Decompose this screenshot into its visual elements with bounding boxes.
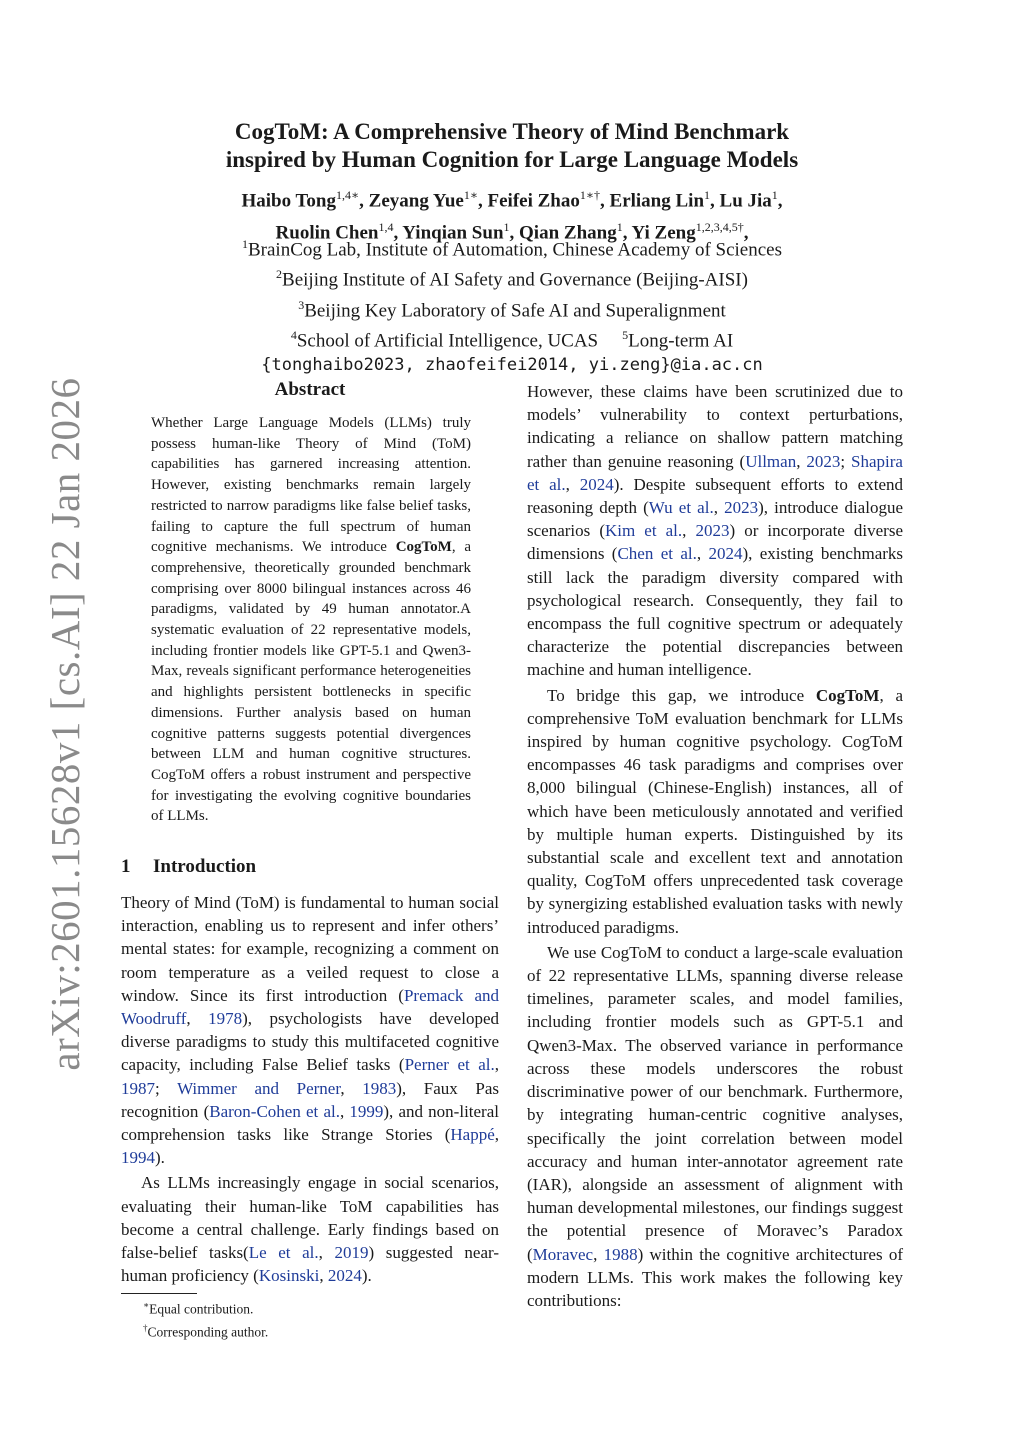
affiliation xyxy=(112,293,912,323)
affiliation-mark: 4 xyxy=(290,327,297,342)
bold-term: CogToM xyxy=(815,685,880,705)
author-affil-mark: 1,4∗ xyxy=(335,188,360,202)
citation-link[interactable]: 2024 xyxy=(327,1266,362,1286)
affiliation-text: Beijing Institute of AI Safety and Governance (Beijing-AISI) xyxy=(282,269,748,291)
left-column xyxy=(121,891,499,1287)
abstract-text: , a comprehensive, theoretically grounded benchmark comprising over 8000 bilingual instances across 46 paradigms, validated by 49 human annotator.A systematic evaluation of 22 representative models, including frontier models like GPT-5.1 and Qwen3-Max, reveals significant performance heterogeneities and highlights persistent bottlenecks in specific dimensions. Further analysis based on human cognitive patterns suggests potential divergences between LLM and human cognitive structures. CogToM offers a robust instrument and perspective for investigating the evolving cognitive boundaries of LLMs. xyxy=(151,539,471,825)
citation-link[interactable]: 1983 xyxy=(362,1078,397,1098)
abstract-bold-term: CogToM xyxy=(395,539,452,556)
author-name: Lu Jia xyxy=(719,190,772,212)
affiliation xyxy=(112,323,912,353)
citation-link[interactable]: 1988 xyxy=(603,1244,638,1264)
citation-link[interactable]: Wimmer and Perner xyxy=(177,1078,341,1098)
author-affil-mark: 1∗† xyxy=(579,188,601,202)
author-separator: , xyxy=(622,222,632,244)
affiliation-text: BrainCog Lab, Institute of Automation, Chinese Academy of Sciences xyxy=(247,239,782,261)
citation-link[interactable]: 1999 xyxy=(349,1101,384,1121)
affiliation-mark: 3 xyxy=(298,297,305,312)
footnote-text: Equal contribution. xyxy=(149,1301,254,1317)
author-affil-mark: 1 xyxy=(503,220,510,235)
author-separator: , xyxy=(359,190,369,212)
paragraph: Theory of Mind (ToM) is fundamental to human social interaction, enabling us to represent and infer others’ mental states: for example, recognizing a comment on room temperature as a veiled request to close a window. Since its first introduction (Premack and Woodruff, 1978), psychologists have developed diverse paradigms to study this multifaceted cognitive capacity, including False Belief tasks (Perner et al., 1987; Wimmer and Perner, 1983), Faux Pas recognition (Baron-Cohen et al., 1999), and non-literal comprehension tasks like Strange Stories (Happé, 1994). xyxy=(121,893,500,1168)
paragraph: As LLMs increasingly engage in social scenarios, evaluating their human-like ToM capabilities has become a central challenge. Early findings based on false-belief tasks(Le et al., 2019) suggested near-human proficiency (Kosinski, 2024). xyxy=(121,1173,500,1286)
citation-link[interactable]: Kosinski xyxy=(258,1266,320,1286)
citation-link[interactable]: Le et al. xyxy=(248,1243,319,1263)
author-separator: , xyxy=(743,222,749,244)
footnotes xyxy=(143,1296,268,1341)
footnote-text: Corresponding author. xyxy=(147,1324,269,1339)
citation-link[interactable]: Wu et al. xyxy=(648,498,714,518)
citation-link[interactable]: 2024 xyxy=(708,544,743,564)
arxiv-identifier: arXiv:2601.15628v1 [cs.AI] 22 Jan 2026 xyxy=(42,377,88,1071)
section-heading-introduction xyxy=(121,856,256,878)
footnote xyxy=(143,1296,268,1319)
author-affil-mark: 1∗ xyxy=(463,188,478,202)
affiliation-mark: 1 xyxy=(241,237,248,251)
affiliation xyxy=(112,232,912,262)
citation-link[interactable]: 1978 xyxy=(208,1009,243,1029)
citation-link[interactable]: Kim et al. xyxy=(604,521,683,541)
author-line-1 xyxy=(112,182,912,214)
author-separator: , xyxy=(478,190,488,212)
affiliation-text: Long-term AI xyxy=(628,330,734,352)
author-affil-mark: 1,2,3,4,5† xyxy=(695,220,744,235)
footnote-mark: ∗ xyxy=(143,1300,150,1310)
author-name: Yi Zeng xyxy=(631,222,696,244)
author-separator: , xyxy=(777,190,783,212)
citation-link[interactable]: 2019 xyxy=(334,1243,369,1263)
title-line-2: inspired by Human Cognition for Large Language Models xyxy=(225,147,799,172)
citation-link[interactable]: Ullman xyxy=(745,451,797,471)
abstract-heading: Abstract xyxy=(274,379,346,400)
citation-link[interactable]: Moravec xyxy=(532,1244,594,1264)
author-name: Haibo Tong xyxy=(241,190,336,212)
citation-link[interactable]: 2023 xyxy=(724,498,759,518)
citation-link[interactable]: Shapira et al. xyxy=(527,451,903,494)
author-separator: , xyxy=(600,190,610,212)
author-separator: , xyxy=(710,190,720,212)
footnote-rule xyxy=(121,1293,197,1294)
paper-title xyxy=(112,118,912,174)
author-separator: , xyxy=(509,222,520,244)
section-title: Introduction xyxy=(153,856,257,877)
citation-link[interactable]: 2024 xyxy=(579,474,614,494)
paragraph: However, these claims have been scrutinized due to models’ vulnerability to context perturbations, indicating a reliance on shallow pattern matching rather than genuine reasoning (Ullman, 2023; Shapira et al., 2024). Despite subsequent efforts to extend reasoning depth (Wu et al., 2023), introduce dialogue scenarios (Kim et al., 2023) or incorporate diverse dimensions (Chen et al., 2024), existing benchmarks still lack the paradigm diversity compared with psychological research. Consequently, they fail to encompass the full cognitive spectrum or adequately characterize the potential discrepancies between machine and human intelligence. xyxy=(527,382,904,680)
affiliations xyxy=(112,232,912,377)
citation-link[interactable]: Baron-Cohen et al. xyxy=(209,1101,340,1121)
author-name: Ruolin Chen xyxy=(275,222,379,244)
author-affil-mark: 1 xyxy=(616,220,623,235)
affiliation-text: Beijing Key Laboratory of Safe AI and Superalignment xyxy=(304,299,726,321)
affiliation xyxy=(112,262,912,292)
title-line-1: CogToM: A Comprehensive Theory of Mind Benchmark xyxy=(234,119,790,144)
author-email[interactable]: {tonghaibo2023, zhaofeifei2014, yi.zeng}@ia.ac.cn xyxy=(261,355,763,376)
paragraph: To bridge this gap, we introduce CogToM, a comprehensive ToM evaluation benchmark for LLMs inspired by human cognitive psychology. CogToM encompasses 46 task paradigms and comprises over 8,000 bilingual (Chinese-English) instances, all of which have been meticulously annotated and verified by multiple human experts. Distinguished by its substantial scale and excellent text and annotation quality, CogToM offers unprecedented task coverage by synergizing established evaluation tasks with newly introduced paradigms. xyxy=(527,685,903,937)
citation-link[interactable]: Perner et al. xyxy=(404,1055,495,1075)
citation-link[interactable]: 2023 xyxy=(806,451,841,471)
author-name: Yinqian Sun xyxy=(402,222,504,244)
section-number: 1 xyxy=(121,856,131,877)
author-name: Erliang Lin xyxy=(609,190,705,212)
author-name: Zeyang Yue xyxy=(368,190,464,212)
author-name: Feifei Zhao xyxy=(487,190,580,212)
author-affil-mark: 1,4 xyxy=(378,220,394,235)
author-name: Qian Zhang xyxy=(519,222,617,244)
author-affil-mark: 1 xyxy=(771,188,778,202)
footnote-mark: † xyxy=(143,1322,148,1333)
citation-link[interactable]: Happé xyxy=(450,1125,495,1145)
citation-link[interactable]: Premack and Woodruff xyxy=(121,985,499,1029)
footnote xyxy=(143,1319,268,1342)
citation-link[interactable]: 2023 xyxy=(695,521,730,541)
citation-link[interactable]: Chen et al. xyxy=(617,544,697,564)
author-separator: , xyxy=(393,222,403,244)
right-column xyxy=(527,380,903,1312)
author-affil-mark: 1 xyxy=(704,188,711,202)
affiliation-mark: 5 xyxy=(622,327,629,342)
paragraph: We use CogToM to conduct a large-scale evaluation of 22 representative LLMs, spanning diverse release timelines, parameter scales, and model families, including frontier models such as GPT-5.1 and Qwen3-Max. The observed variance in performance across these models underscores the robust discriminative power of our benchmark. Furthermore, by integrating human-centric cognitive analyses, specifically the joint correlation between model accuracy and human inter-annotator agreement rate (IAR), alongside an assessment of alignment with human developmental milestones, our findings suggest the potential presence of Moravec’s Paradox (Moravec, 1988) within the cognitive architectures of modern LLMs. This work makes the following key contributions: xyxy=(527,942,904,1310)
abstract-body xyxy=(151,413,471,827)
citation-link[interactable]: 1987 xyxy=(121,1078,155,1098)
abstract-text: Whether Large Language Models (LLMs) truly possess human-like Theory of Mind (ToM) capabilities has garnered increasing attention. However, existing benchmarks remain largely restricted to narrow paradigms like false belief tasks, failing to capture the full spectrum of human cognitive mechanisms. We introduce xyxy=(151,415,471,556)
affiliation-text: School of Artificial Intelligence, UCAS xyxy=(296,330,599,352)
citation-link[interactable]: 1994 xyxy=(121,1148,155,1168)
affiliation-mark: 2 xyxy=(276,267,283,282)
